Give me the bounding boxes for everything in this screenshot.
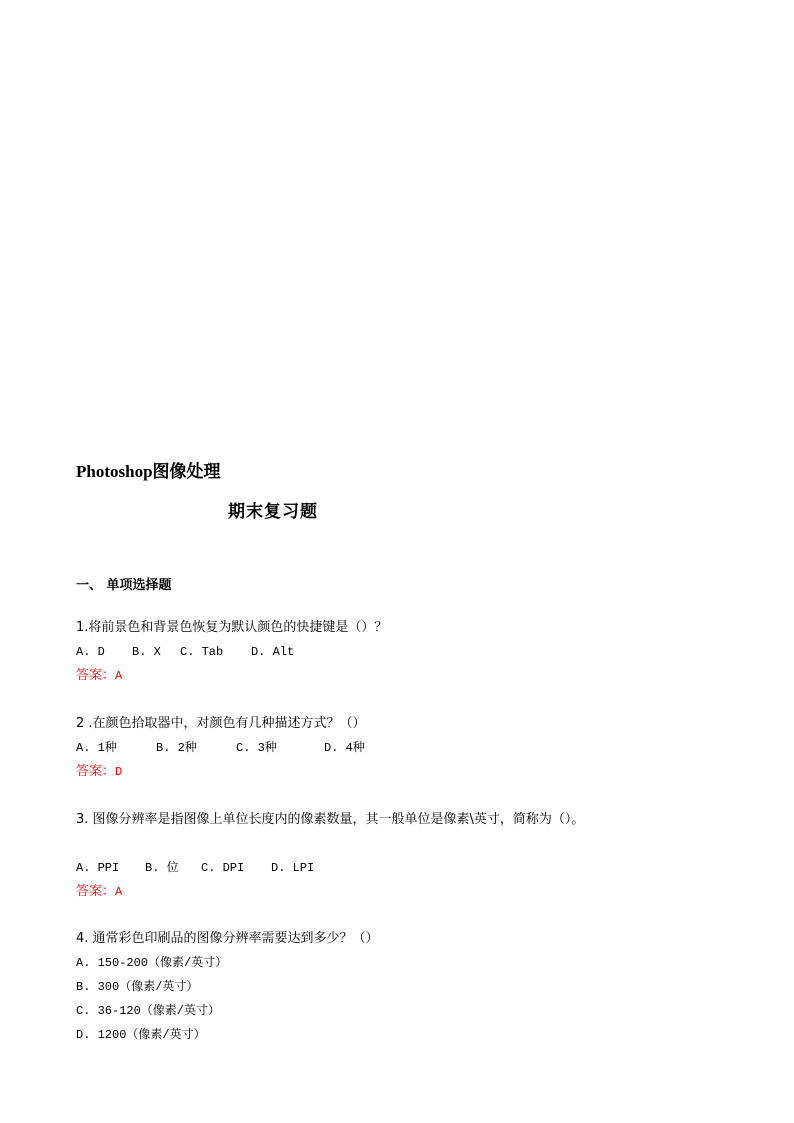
option-a: A. 1种 — [76, 741, 117, 755]
document-subtitle: 期末复习题 — [228, 502, 318, 522]
option-d: D. Alt — [251, 645, 295, 659]
question-text: 3. 图像分辨率是指图像上单位长度内的像素数量，其一般单位是像素\英寸，简称为（）。 — [76, 812, 585, 827]
answer-line — [76, 667, 122, 685]
section-heading: 一、 单项选择题 — [76, 578, 172, 593]
question-options — [76, 643, 294, 661]
option-a: A. PPI — [76, 861, 120, 875]
option-d: D. 1200（像素/英寸） — [76, 1028, 206, 1042]
answer-value: D — [115, 765, 123, 779]
document-title: Photoshop图像处理 — [76, 462, 221, 481]
answer-value: A — [115, 669, 123, 683]
option-b: B. 300（像素/英寸） — [76, 980, 199, 994]
answer-label: 答案： — [76, 668, 116, 683]
answer-line — [76, 883, 122, 901]
question-options — [76, 739, 365, 757]
option-a: A. 150-200（像素/英寸） — [76, 956, 228, 970]
option-a: A. D — [76, 645, 105, 659]
option-c: C. Tab — [180, 645, 224, 659]
option-c: C. 3种 — [236, 741, 277, 755]
question-options — [76, 859, 314, 877]
option-b: B. 位 — [145, 861, 179, 875]
option-b: B. X — [132, 645, 161, 659]
option-b: B. 2种 — [156, 741, 197, 755]
question-text: 1.将前景色和背景色恢复为默认颜色的快捷键是（）？ — [76, 620, 388, 635]
option-d: D. 4种 — [324, 741, 365, 755]
answer-label: 答案： — [76, 884, 116, 899]
answer-label: 答案： — [76, 764, 116, 779]
answer-line — [76, 763, 122, 781]
option-c: C. 36-120（像素/英寸） — [76, 1004, 221, 1018]
question-text: 4. 通常彩色印刷品的图像分辨率需要达到多少？（） — [76, 931, 379, 946]
option-c: C. DPI — [201, 861, 245, 875]
answer-value: A — [115, 885, 123, 899]
question-text: 2 .在颜色拾取器中，对颜色有几种描述方式？（） — [76, 716, 366, 731]
option-d: D. LPI — [271, 861, 315, 875]
